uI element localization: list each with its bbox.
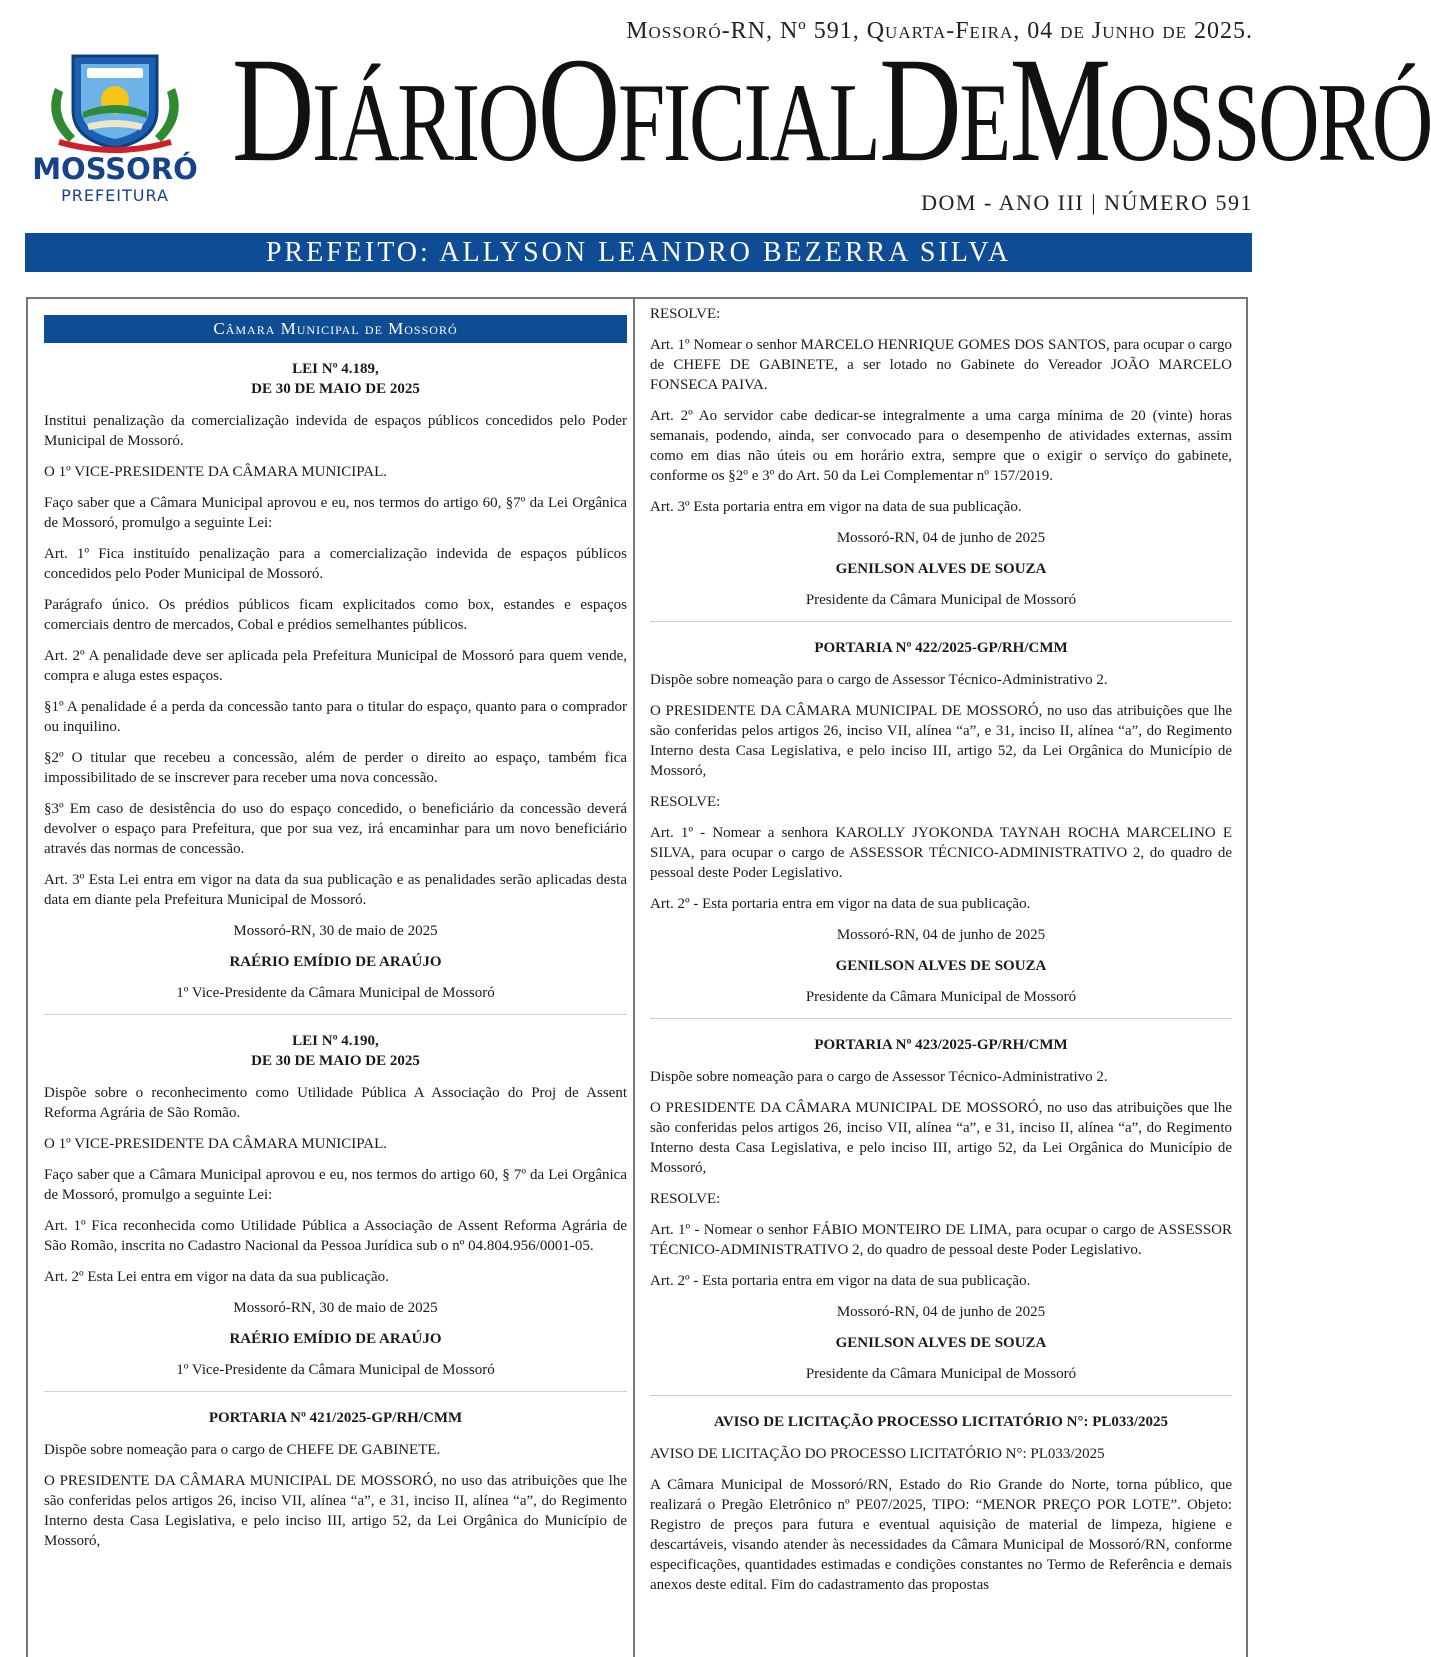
paragraph: Parágrafo único. Os prédios públicos ficam explicitados como box, estandes e espaços comerciais dentro de mercados, Cobal e prédios semelhantes públicos.	[44, 597, 627, 633]
paragraph: Art. 3º Esta portaria entra em vigor na data de sua publicação.	[650, 499, 1022, 515]
paragraph: O PRESIDENTE DA CÂMARA MUNICIPAL DE MOSSORÓ, no uso das atribuições que lhe são conferidas pelos artigos 26, inciso VII, alínea “a”, e 31, inciso II, alínea “a”, do Regimento Interno desta Casa Legislativa, e pelo inciso III, artigo 52, da Lei Orgânica do Município de Mossoró,	[650, 703, 1232, 779]
section-header: Câmara Municipal de Mossoró	[44, 315, 627, 343]
left-column	[44, 304, 627, 1562]
date-line: Mossoró-RN, 30 de maio de 2025	[233, 923, 438, 939]
paragraph: Faço saber que a Câmara Municipal aprovou e eu, nos termos do artigo 60, §7º da Lei Orgânica de Mossoró, promulgo a seguinte Lei:	[44, 495, 627, 531]
separator	[44, 1391, 627, 1392]
paragraph: Dispõe sobre nomeação para o cargo de CHEFE DE GABINETE.	[44, 1442, 441, 1458]
signatory-role: Presidente da Câmara Municipal de Mossoró	[805, 1366, 1077, 1382]
paragraph: §2º O titular que recebeu a concessão, além de perder o direito ao espaço, também fica impossibilitado de se inscrever para receber uma nova concessão.	[44, 750, 627, 786]
separator	[650, 1395, 1232, 1396]
paragraph: Art. 2º Esta Lei entra em vigor na data da sua publicação.	[44, 1269, 389, 1285]
paragraph: O 1º VICE-PRESIDENTE DA CÂMARA MUNICIPAL.	[44, 464, 388, 480]
aviso-licitacao-title: AVISO DE LICITAÇÃO PROCESSO LICITATÓRIO N°: PL033/2025	[713, 1414, 1169, 1430]
paragraph: AVISO DE LICITAÇÃO DO PROCESSO LICITATÓRIO N°: PL033/2025	[650, 1446, 1105, 1462]
lei-4189-title: LEI Nº 4.189, DE 30 DE MAIO DE 2025	[251, 361, 420, 397]
portaria-422-title: PORTARIA Nº 422/2025-GP/RH/CMM	[814, 640, 1068, 656]
paragraph: Institui penalização da comercialização indevida de espaços públicos concedidos pelo Poder Municipal de Mossoró.	[44, 413, 627, 449]
paragraph: A Câmara Municipal de Mossoró/RN, Estado do Rio Grande do Norte, torna público, que realizará o Pregão Eletrônico nº PE07/2025, TIPO: “MENOR PREÇO POR LOTE”. Objeto: Registro de preços para futura e eventual aquisição de material de limpeza, higiene e descartáveis, visando atender às necessidades da Câmara Municipal de Mossoró/RN, conforme especificações, quantidades estimadas e condições constantes no Termo de Referência e demais anexos deste edital. Fim do cadastramento das propostas	[650, 1477, 1232, 1593]
separator	[650, 621, 1232, 622]
date-line: Mossoró-RN, 04 de junho de 2025	[836, 927, 1046, 943]
paragraph: §3º Em caso de desistência do uso do espaço concedido, o beneficiário da concessão deverá devolver o espaço para Prefeitura, que por sua vez, irá encaminhar para um novo beneficiário através das normas de concessão.	[44, 801, 627, 857]
paragraph: Art. 2º - Esta portaria entra em vigor na data de sua publicação.	[650, 896, 1031, 912]
portaria-423-title: PORTARIA Nº 423/2025-GP/RH/CMM	[814, 1037, 1068, 1053]
resolve-label: RESOLVE:	[650, 794, 721, 810]
signatory-name: RAÉRIO EMÍDIO DE ARAÚJO	[229, 954, 442, 970]
signatory-name: GENILSON ALVES DE SOUZA	[835, 1335, 1047, 1351]
signatory-role: 1º Vice-Presidente da Câmara Municipal de Mossoró	[176, 985, 495, 1001]
paragraph: Art. 1º Fica reconhecida como Utilidade Pública a Associação de Assent Reforma Agrária de São Romão, inscrita no Cadastro Nacional da Pessoa Jurídica sub o nº 04.804.956/0001-05.	[44, 1218, 627, 1254]
paragraph: Art. 2º - Esta portaria entra em vigor na data de sua publicação.	[650, 1273, 1031, 1289]
resolve-label: RESOLVE:	[650, 306, 721, 322]
logo-brand: MOSSORÓ	[32, 152, 198, 186]
logo-sub: PREFEITURA	[61, 186, 169, 205]
paragraph: Dispõe sobre o reconhecimento como Utilidade Pública A Associação do Proj de Assent Reforma Agrária de São Romão.	[44, 1085, 627, 1121]
separator	[650, 1018, 1232, 1019]
paragraph: Art. 1º Fica instituído penalização para a comercialização indevida de espaços públicos concedidos pelo Poder Municipal de Mossoró.	[44, 546, 627, 582]
date-line: Mossoró-RN, 30 de maio de 2025	[233, 1300, 438, 1316]
dateline: Mossoró-RN, Nº 591, Quarta-Feira, 04 de Junho de 2025.	[626, 18, 1253, 44]
signatory-role: Presidente da Câmara Municipal de Mossoró	[805, 592, 1077, 608]
signatory-name: GENILSON ALVES DE SOUZA	[835, 561, 1047, 577]
paragraph: Art. 1º Nomear o senhor MARCELO HENRIQUE GOMES DOS SANTOS, para ocupar o cargo de CHEFE DE GABINETE, a ser lotado no Gabinete do Vereador JOÃO MARCELO FONSECA PAIVA.	[650, 337, 1232, 393]
signatory-name: RAÉRIO EMÍDIO DE ARAÚJO	[229, 1331, 442, 1347]
masthead-title: DIÁRIO OFICIAL DE MOSSORÓ	[232, 27, 1431, 193]
paragraph: Dispõe sobre nomeação para o cargo de Assessor Técnico-Administrativo 2.	[650, 1069, 1108, 1085]
signatory-role: Presidente da Câmara Municipal de Mossoró	[805, 989, 1077, 1005]
paragraph: Art. 1º - Nomear a senhora KAROLLY JYOKONDA TAYNAH ROCHA MARCELINO E SILVA, para ocupar o cargo de ASSESSOR TÉCNICO-ADMINISTRATIVO 2, do quadro de pessoal deste Poder Legislativo.	[650, 825, 1232, 881]
date-line: Mossoró-RN, 04 de junho de 2025	[836, 1304, 1046, 1320]
lei-4190-title: LEI Nº 4.190, DE 30 DE MAIO DE 2025	[251, 1033, 420, 1069]
separator	[44, 1014, 627, 1015]
paragraph: O 1º VICE-PRESIDENTE DA CÂMARA MUNICIPAL.	[44, 1136, 388, 1152]
edition-number: DOM - ANO III | NÚMERO 591	[921, 190, 1253, 215]
paragraph: Art. 2º Ao servidor cabe dedicar-se integralmente a uma carga mínima de 20 (vinte) horas semanais, podendo, ainda, ser convocado para o desempenho de atividades externas, assim como em dias não úteis ou em horário extra, sempre que o exigir o serviço do gabinete, conforme os §2º e 3º do Art. 50 da Lei Complementar nº 157/2019.	[650, 408, 1232, 484]
signatory-name: GENILSON ALVES DE SOUZA	[835, 958, 1047, 974]
paragraph: Art. 1º - Nomear o senhor FÁBIO MONTEIRO DE LIMA, para ocupar o cargo de ASSESSOR TÉCNICO-ADMINISTRATIVO 2, do quadro de pessoal deste Poder Legislativo.	[650, 1222, 1232, 1258]
column-divider	[633, 297, 635, 1657]
paragraph: §1º A penalidade é a perda da concessão tanto para o titular do espaço, quanto para o comprador ou inquilino.	[44, 699, 627, 735]
paragraph: Art. 2º A penalidade deve ser aplicada pela Prefeitura Municipal de Mossoró para quem vende, compra e aluga estes espaços.	[44, 648, 627, 684]
paragraph: O PRESIDENTE DA CÂMARA MUNICIPAL DE MOSSORÓ, no uso das atribuições que lhe são conferidas pelos artigos 26, inciso VII, alínea “a”, e 31, inciso II, alínea “a”, do Regimento Interno desta Casa Legislativa, e pelo inciso III, artigo 52, da Lei Orgânica do Município de Mossoró,	[650, 1100, 1232, 1176]
paragraph: O PRESIDENTE DA CÂMARA MUNICIPAL DE MOSSORÓ, no uso das atribuições que lhe são conferidas pelos artigos 26, inciso VII, alínea “a”, e 31, inciso II, alínea “a”, do Regimento Interno desta Casa Legislativa, e pelo inciso III, artigo 52, da Lei Orgânica do Município de Mossoró,	[44, 1473, 627, 1549]
resolve-label: RESOLVE:	[650, 1191, 721, 1207]
paragraph: Dispõe sobre nomeação para o cargo de Assessor Técnico-Administrativo 2.	[650, 672, 1108, 688]
municipal-seal-icon	[25, 48, 205, 152]
prefeitura-logo	[25, 48, 205, 208]
mayor-banner: PREFEITO: ALLYSON LEANDRO BEZERRA SILVA	[25, 233, 1252, 272]
paragraph: Art. 3º Esta Lei entra em vigor na data da sua publicação e as penalidades serão aplicadas desta data em diante pela Prefeitura Municipal de Mossoró.	[44, 872, 627, 908]
paragraph: Faço saber que a Câmara Municipal aprovou e eu, nos termos do artigo 60, § 7º da Lei Orgânica de Mossoró, promulgo a seguinte Lei:	[44, 1167, 627, 1203]
right-column	[650, 304, 1232, 1606]
signatory-role: 1º Vice-Presidente da Câmara Municipal de Mossoró	[176, 1362, 495, 1378]
portaria-421-title: PORTARIA Nº 421/2025-GP/RH/CMM	[208, 1410, 463, 1426]
date-line: Mossoró-RN, 04 de junho de 2025	[836, 530, 1046, 546]
